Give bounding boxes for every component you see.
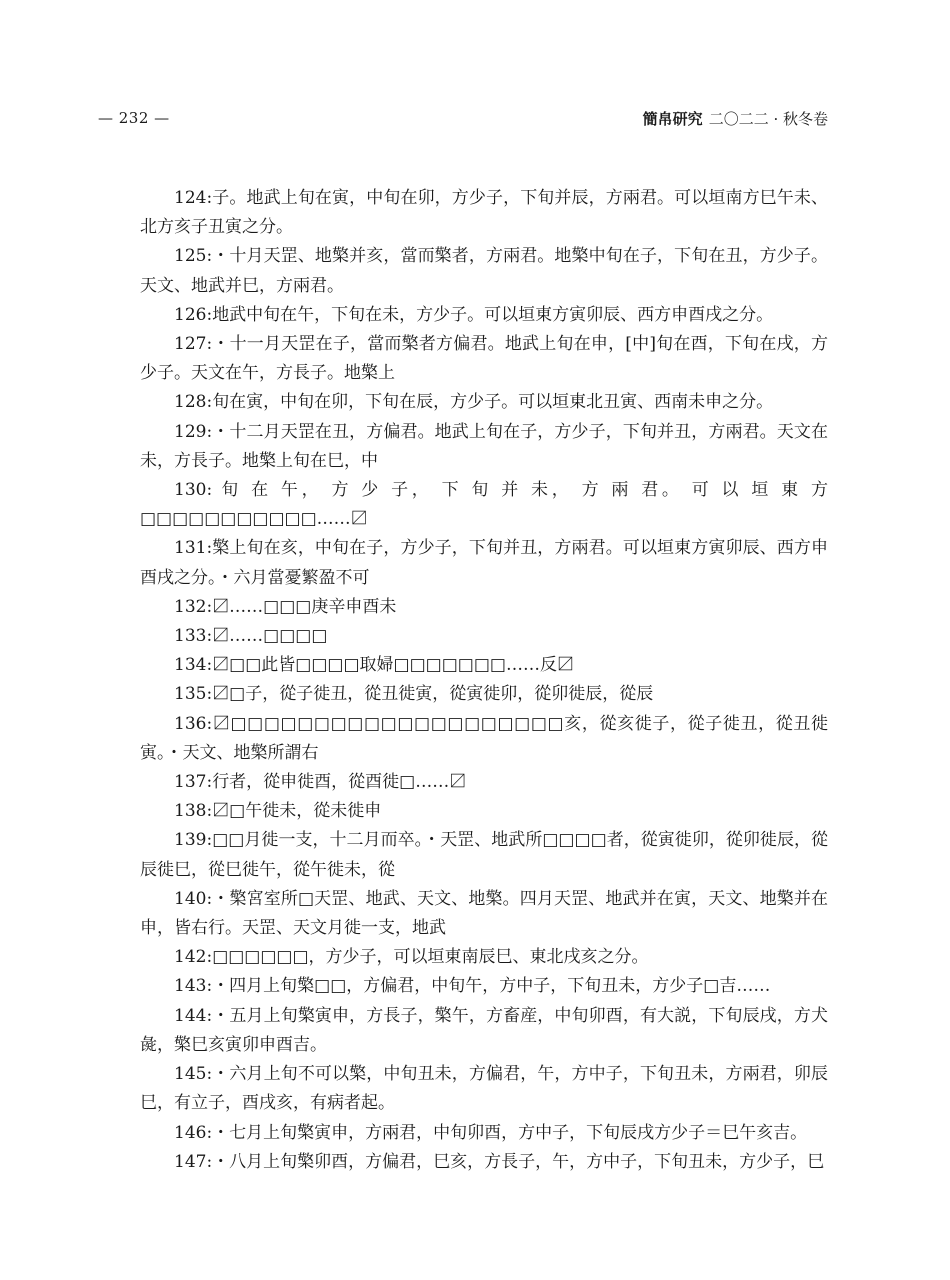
entry-text: ・十二月天罡在丑，方偏君。地武上旬在子，方少子，下旬并丑，方兩君。天文在未，方長子。地檠上旬在巳，中: [140, 421, 828, 471]
entry-text: 〼……□□□庚辛申酉未: [212, 596, 397, 617]
entry-number: 131: [174, 538, 207, 559]
entry-number: 145: [174, 1064, 207, 1085]
entry-text: ・檠宮室所□天罡、地武、天文、地檠。四月天罡、地武并在寅，天文、地檠并在申，皆右行。天罡、天文月徙一支，地武: [140, 888, 828, 939]
entry-number: 130: [174, 480, 207, 501]
entry-132: 132:〼……□□□庚辛申酉未: [174, 596, 397, 617]
entry-text: 行者，從申徙酉，從酉徙□……〼: [212, 772, 467, 793]
entry-127: 127:・十一月天罡在子，當而檠者方偏君。地武上旬在申，[中]旬在酉，下旬在戌，方少子。天文在午，方長子。地檠上: [140, 334, 828, 384]
entry-number: 129: [174, 421, 207, 442]
entry-142: 142:□□□□□□，方少子，可以垣東南辰巳、東北戌亥之分。: [174, 947, 649, 968]
entry-number: 126: [174, 304, 207, 325]
entry-text: 〼□□此皆□□□□取婦□□□□□□□……反〼: [212, 655, 574, 676]
entry-text: ・四月上旬檠□□，方偏君，中旬午，方中子，下旬丑未，方少子□吉……: [212, 976, 771, 997]
entry-number: 137: [174, 772, 207, 793]
entry-text: 子。地武上旬在寅，中旬在卯，方少子，下旬并辰，方兩君。可以垣南方巳午未、北方亥子丑寅之分。: [140, 188, 828, 238]
entry-130: 130: 旬 在 午， 方 少 子， 下 旬 并 未， 方 兩 君。 可 以 垣 東 方 □□□□□□□□□□□……〼: [140, 480, 828, 530]
entry-137: 137:行者，從申徙酉，從酉徙□……〼: [174, 772, 467, 793]
entry-text: 旬在寅，中旬在卯，下旬在辰，方少子。可以垣東北丑寅、西南未申之分。: [212, 392, 774, 413]
entry-124: 124:子。地武上旬在寅，中旬在卯，方少子，下旬并辰，方兩君。可以垣南方巳午未、北方亥子丑寅之分。: [140, 188, 828, 238]
entry-146: 146:・七月上旬檠寅申，方兩君，中旬卯酉，方中子，下旬辰戌方少子＝巳午亥吉。: [174, 1122, 808, 1143]
entry-number: 142: [174, 947, 207, 968]
entry-number: 134: [174, 655, 207, 676]
entry-text: ・八月上旬檠卯酉，方偏君，巳亥，方長子，午，方中子，下旬丑未，方少子，巳: [212, 1151, 825, 1172]
entry-128: 128:旬在寅，中旬在卯，下旬在辰，方少子。可以垣東北丑寅、西南未申之分。: [174, 392, 774, 413]
entry-number: 132: [174, 596, 207, 617]
entry-text: 〼□子，從子徙丑，從丑徙寅，從寅徙卯，從卯徙辰，從辰: [212, 684, 654, 705]
entry-text: ・七月上旬檠寅申，方兩君，中旬卯酉，方中子，下旬辰戌方少子＝巳午亥吉。: [212, 1122, 808, 1143]
entry-number: 136: [174, 713, 207, 734]
entry-number: 139: [174, 830, 207, 851]
entry-number: 135: [174, 684, 207, 705]
entry-number: 144: [174, 1005, 207, 1026]
entry-136: 136:〼□□□□□□□□□□□□□□□□□□□□亥，從亥徙子，從子徙丑，從丑徙寅。・天文、地檠所謂右: [140, 713, 828, 763]
entry-number: 146: [174, 1122, 207, 1143]
transcription-body: [140, 184, 828, 1177]
entry-text: 〼……□□□□: [212, 626, 328, 647]
entry-number: 133: [174, 626, 207, 647]
entry-text: 檠上旬在亥，中旬在子，方少子，下旬并丑，方兩君。可以垣東方寅卯辰、西方申酉戌之分。・六月當憂繁盈不可: [140, 538, 828, 588]
entry-145: 145:・六月上旬不可以檠，中旬丑未，方偏君，午，方中子，下旬丑未，方兩君，卯辰巳，有立子，酉戌亥，有病者起。: [140, 1064, 828, 1114]
entry-number: 128: [174, 392, 207, 413]
running-header: [98, 106, 828, 130]
entry-text: 〼□午徙未，從未徙申: [212, 801, 382, 822]
entry-125: 125:・十月天罡、地檠并亥，當而檠者，方兩君。地檠中旬在子，下旬在丑，方少子。天文、地武并巳，方兩君。: [140, 246, 828, 296]
entry-text: 旬 在 午， 方 少 子， 下 旬 并 未， 方 兩 君。 可 以 垣 東 方 □□□□□□□□□□□……〼: [140, 480, 828, 530]
entry-144: 144:・五月上旬檠寅申，方長子，檠午，方畜産，中旬卯酉，有大説，下旬辰戌，方犬彘，檠巳亥寅卯申酉吉。: [140, 1005, 828, 1055]
entry-text: 地武中旬在午，下旬在未，方少子。可以垣東方寅卯辰、西方申酉戌之分。: [212, 304, 774, 325]
entry-text: ・六月上旬不可以檠，中旬丑未，方偏君，午，方中子，下旬丑未，方兩君，卯辰巳，有立子，酉戌亥，有病者起。: [140, 1064, 828, 1114]
entry-129: 129:・十二月天罡在丑，方偏君。地武上旬在子，方少子，下旬并丑，方兩君。天文在未，方長子。地檠上旬在巳，中: [140, 421, 828, 471]
entry-number: 127: [174, 334, 207, 355]
entry-number: 143: [174, 976, 207, 997]
entry-number: 140: [174, 888, 207, 909]
journal-header: [643, 108, 828, 129]
journal-issue: 二〇二二 · 秋冬卷: [708, 109, 828, 128]
page-number: — 232 —: [98, 109, 170, 127]
entry-number: 147: [174, 1151, 207, 1172]
journal-title: 簡帛研究: [642, 109, 703, 128]
entry-143: 143:・四月上旬檠□□，方偏君，中旬午，方中子，下旬丑未，方少子□吉……: [174, 976, 771, 997]
entry-140: 140:・檠宮室所□天罡、地武、天文、地檠。四月天罡、地武并在寅，天文、地檠并在申，皆右行。天罡、天文月徙一支，地武: [140, 888, 828, 939]
entry-text: □□月徙一支，十二月而卒。・天罡、地武所□□□□者，從寅徙卯，從卯徙辰，從辰徙巳，從巳徙午，從午徙未，從: [140, 830, 828, 880]
entry-text: □□□□□□，方少子，可以垣東南辰巳、東北戌亥之分。: [212, 947, 649, 968]
entry-139: 139:□□月徙一支，十二月而卒。・天罡、地武所□□□□者，從寅徙卯，從卯徙辰，從辰徙巳，從巳徙午，從午徙未，從: [140, 830, 828, 880]
entry-text: ・五月上旬檠寅申，方長子，檠午，方畜産，中旬卯酉，有大説，下旬辰戌，方犬彘，檠巳亥寅卯申酉吉。: [140, 1005, 828, 1055]
entry-number: 125: [174, 246, 207, 267]
entry-text: ・十月天罡、地檠并亥，當而檠者，方兩君。地檠中旬在子，下旬在丑，方少子。天文、地武并巳，方兩君。: [140, 246, 828, 296]
entry-number: 124: [174, 188, 207, 208]
entry-138: 138:〼□午徙未，從未徙申: [174, 801, 382, 822]
entry-text: 〼□□□□□□□□□□□□□□□□□□□□亥，從亥徙子，從子徙丑，從丑徙寅。・天文、地檠所謂右: [140, 713, 828, 763]
entry-133: 133:〼……□□□□: [174, 626, 328, 647]
entry-135: 135:〼□子，從子徙丑，從丑徙寅，從寅徙卯，從卯徙辰，從辰: [174, 684, 654, 705]
entry-126: 126:地武中旬在午，下旬在未，方少子。可以垣東方寅卯辰、西方申酉戌之分。: [174, 304, 774, 325]
entry-number: 138: [174, 801, 207, 822]
entry-text: ・十一月天罡在子，當而檠者方偏君。地武上旬在申，[中]旬在酉，下旬在戌，方少子。天文在午，方長子。地檠上: [140, 334, 828, 384]
entry-147: 147:・八月上旬檠卯酉，方偏君，巳亥，方長子，午，方中子，下旬丑未，方少子，巳: [174, 1151, 825, 1172]
entry-134: 134:〼□□此皆□□□□取婦□□□□□□□……反〼: [174, 655, 574, 676]
entry-131: 131:檠上旬在亥，中旬在子，方少子，下旬并丑，方兩君。可以垣東方寅卯辰、西方申酉戌之分。・六月當憂繁盈不可: [140, 538, 828, 588]
